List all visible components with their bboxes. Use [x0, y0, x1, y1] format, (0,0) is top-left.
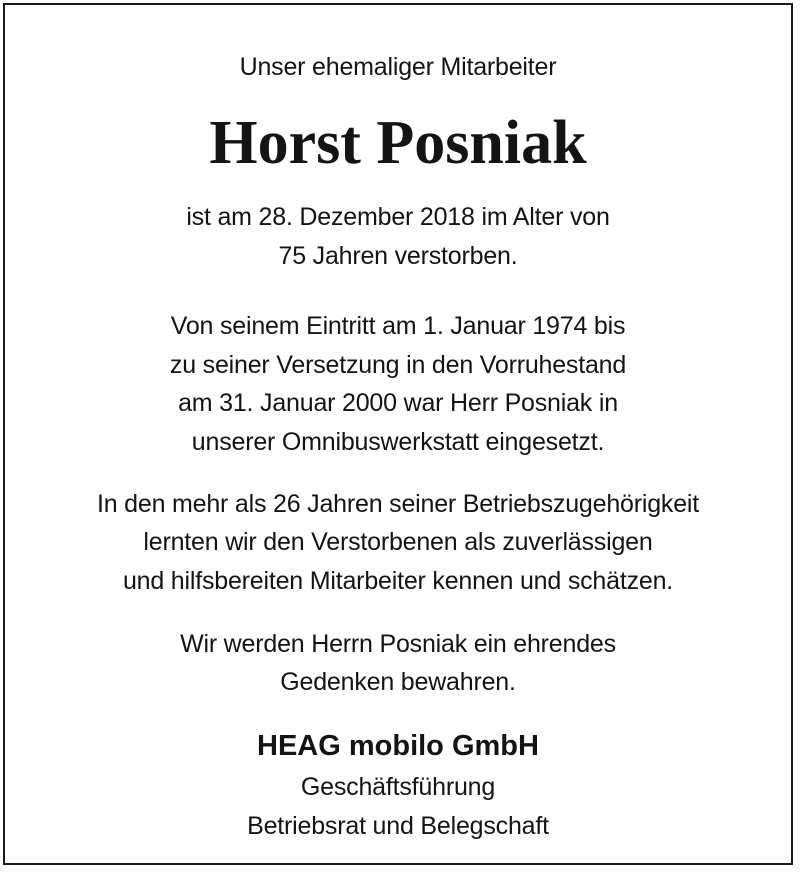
paragraph-4-line-2: Gedenken bewahren. — [280, 668, 516, 696]
paragraph-2-line-3: am 31. Januar 2000 war Herr Posniak in — [178, 389, 618, 417]
paragraph-3-line-1: In den mehr als 26 Jahren seiner Betriebszugehörigkeit — [96, 490, 700, 518]
paragraph-2-line-1: Von seinem Eintritt am 1. Januar 1974 bis — [170, 312, 626, 340]
paragraph-1-line-2: 75 Jahren verstorben. — [278, 242, 518, 270]
intro-text: Unser ehemaliger Mitarbeiter — [239, 53, 557, 81]
signature-line-1: Geschäftsführung — [300, 773, 496, 801]
obituary-notice — [3, 3, 793, 865]
paragraph-3-line-3: und hilfsbereiten Mitarbeiter kennen und schätzen. — [122, 567, 674, 595]
paragraph-3-line-2: lernten wir den Verstorbenen als zuverlässigen — [143, 528, 653, 556]
deceased-name: Horst Posniak — [209, 109, 587, 177]
paragraph-4-line-1: Wir werden Herrn Posniak ein ehrendes — [180, 630, 616, 658]
paragraph-1-line-1: ist am 28. Dezember 2018 im Alter von — [186, 203, 610, 231]
signature-line-2: Betriebsrat und Belegschaft — [247, 812, 549, 840]
paragraph-2-line-2: zu seiner Versetzung in den Vorruhestand — [169, 351, 627, 379]
paragraph-2-line-4: unserer Omnibuswerkstatt eingesetzt. — [191, 428, 605, 456]
company-name: HEAG mobilo GmbH — [257, 730, 539, 762]
